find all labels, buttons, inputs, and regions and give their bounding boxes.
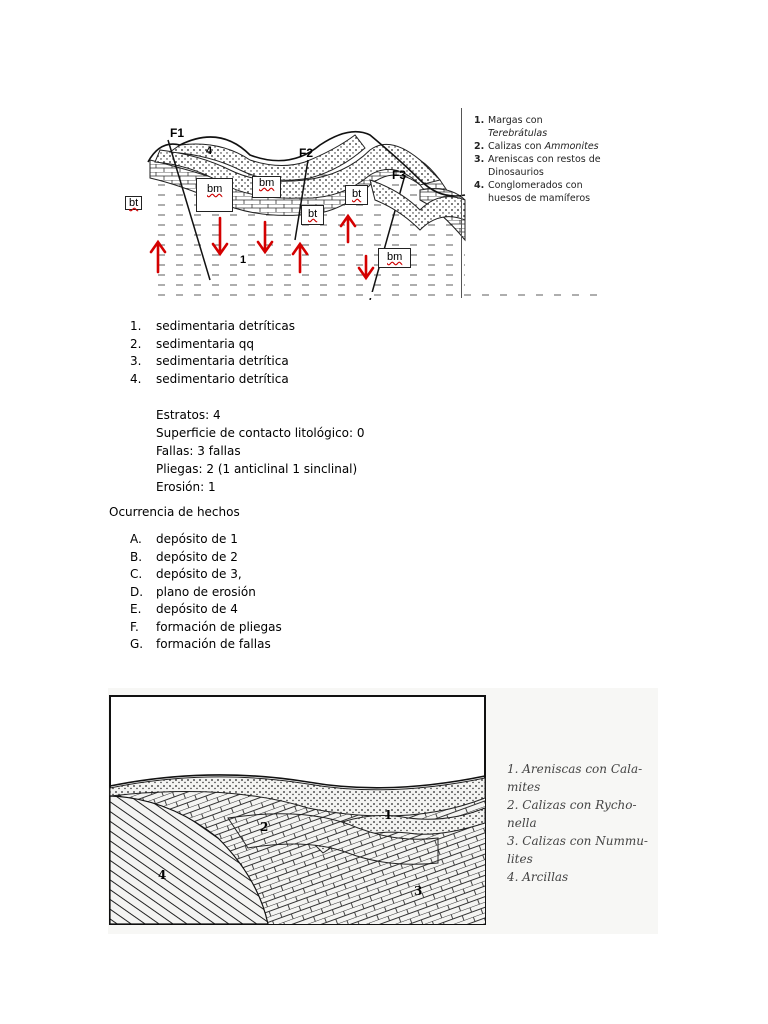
legend-item: 3. Areniscas con restos de Dinosaurios: [474, 154, 601, 178]
figure2-legend: [507, 760, 648, 886]
legend-item: 2. Calizas con Ammonites: [474, 141, 599, 152]
list-item: G. formación de fallas: [130, 637, 271, 651]
list-item: B. depósito de 2: [130, 549, 238, 564]
fault-label-f2: F2: [299, 146, 314, 160]
fig2-stratum-label-4: 4: [158, 868, 167, 882]
legend-divider: [461, 108, 462, 298]
fault-label-f3: F3: [392, 168, 407, 182]
list-item: 2. sedimentaria qq: [130, 336, 254, 351]
list-item: 4. sedimentario detrítica: [130, 371, 289, 386]
legend-line: lites: [507, 852, 533, 866]
figure1-legend: [474, 114, 614, 205]
fig2-stratum-label-2: 2: [260, 820, 269, 834]
list-item: 3. sedimentaria detrítica: [130, 354, 289, 368]
list-item: D. plano de erosión: [130, 584, 256, 599]
stat-line: Superficie de contacto litológico: 0: [156, 426, 365, 440]
stratum-label-1: 1: [240, 254, 247, 266]
fig2-stratum-label-1: 1: [384, 808, 393, 822]
tag-bt-1: bt: [125, 196, 142, 210]
list-item: F. formación de pliegas: [130, 619, 282, 634]
stratum-label-4: 4: [206, 145, 213, 157]
stats-block: [156, 406, 365, 496]
tag-bm-1: bm: [196, 178, 233, 212]
rock-type-list: [130, 318, 295, 388]
fault-label-f1: F1: [170, 126, 185, 140]
legend-line: 1. Areniscas con Cala-: [507, 762, 643, 776]
legend-line: 2. Calizas con Rycho-: [507, 798, 637, 812]
stat-line: Estratos: 4: [156, 408, 221, 422]
events-list: [130, 531, 282, 654]
tag-bm-3: bm: [378, 248, 411, 268]
legend-line: 3. Calizas con Nummu-: [507, 834, 648, 848]
legend-line: nella: [507, 816, 537, 830]
fig2-stratum-label-3: 3: [414, 884, 423, 898]
legend-line: mites: [507, 780, 541, 794]
list-item: C. depósito de 3,: [130, 567, 242, 581]
list-item: A. depósito de 1: [130, 532, 238, 546]
stat-line: Erosión: 1: [156, 480, 216, 494]
legend-item: 4. Conglomerados con huesos de mamíferos: [474, 180, 591, 204]
stat-line: Fallas: 3 fallas: [156, 444, 241, 458]
legend-line: 4. Arcillas: [507, 870, 569, 884]
stat-line: Pliegas: 2 (1 anticlinal 1 sinclinal): [156, 462, 358, 476]
tag-bt-2: bt: [301, 205, 324, 225]
tag-bt-3: bt: [345, 185, 368, 205]
tag-bm-2: bm: [252, 176, 281, 198]
list-item: 1. sedimentaria detríticas: [130, 319, 295, 333]
legend-item: 1. Margas con Terebrátulas: [474, 115, 548, 139]
events-heading: Ocurrencia de hechos: [109, 505, 240, 519]
list-item: E. depósito de 4: [130, 602, 238, 616]
